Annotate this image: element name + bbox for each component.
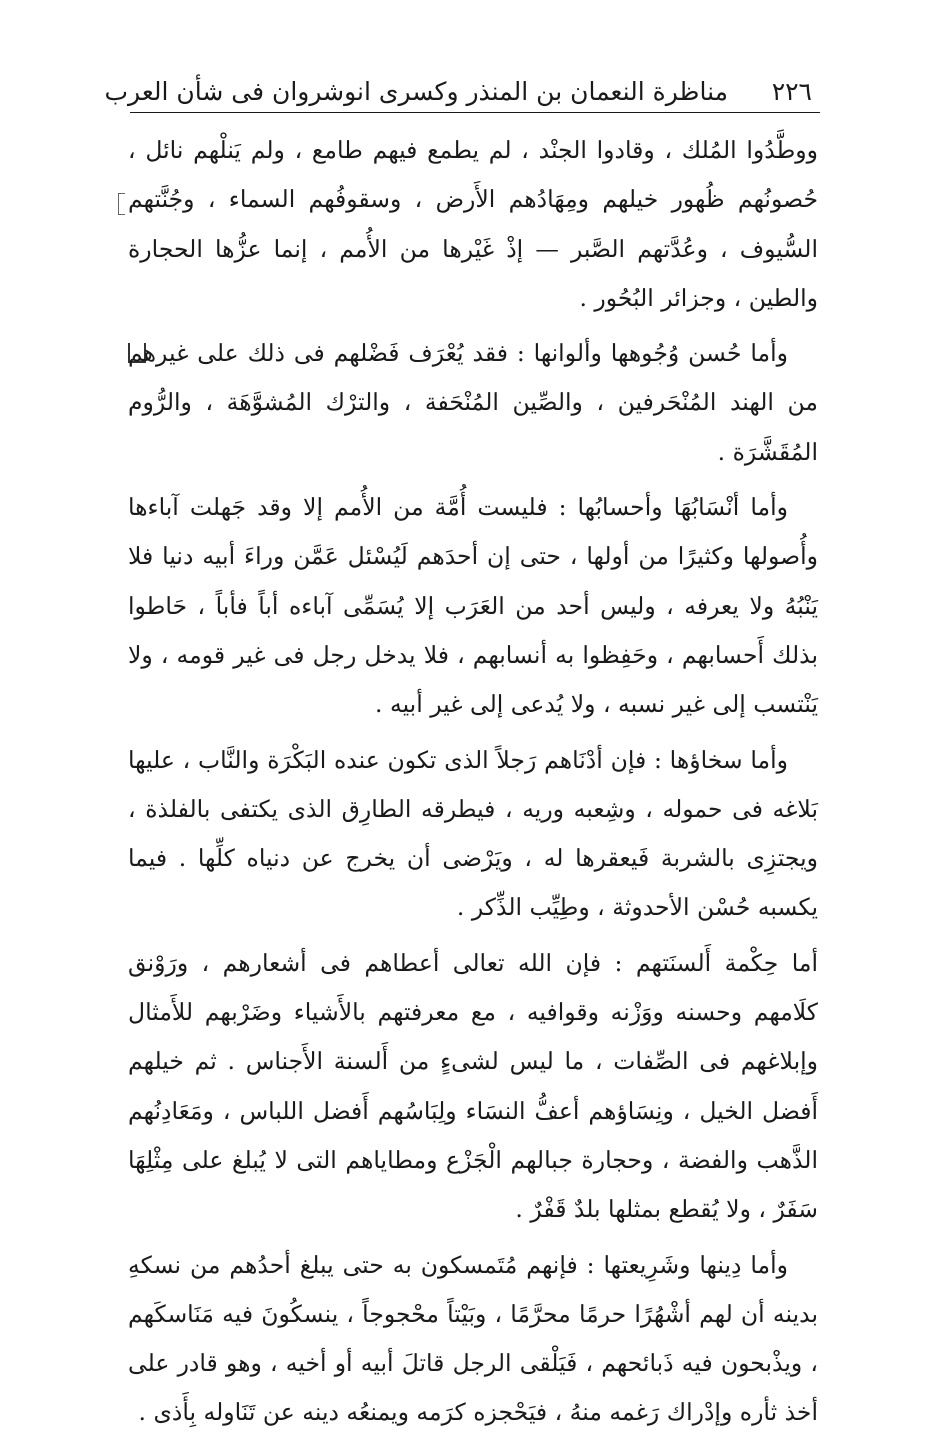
paragraph: وأما سخاؤها : فإن أدْنَاهم رَجلاً الذى تكون عنده البَكْرَة والنَّاب ، عليها بَلاغه فى حموله ، وشِعبه وريه ، فيطرقه الطارِق الذى يكتفى بالفلذة ، ويجتزِى بالشربة فَيعقرها له ، ويَرْضى أن يخرج عن دنياه كلِّها . فيما يكسبه حُسْن الأحدوثة ، وطِيِّب الذِّكر . (128, 745, 818, 922)
body-text (128, 126, 818, 1444)
margin-bracket-mark (118, 193, 125, 215)
paragraph: وأما أنْسَابُهَا وأحسابُها : فليست أُمَّة من الأُمم إلا وقد جَهلت آباءها وأُصولها وكثيرًا من أولها ، حتى إن أحدَهم لَيُسْئل عَمَّن وراءَ أبيه دنيا فلا يَنْبُهُ ولا يعرفه ، وليس أحد من العَرَب إلا يُسَمِّى آباءه أباً فأباً ، حَاطوا بذلك أَحسابهم ، وحَفِظوا به أنسابهم ، فلا يدخل رجل فى غير قومه ، ولا يَنْتسب إلى غير نسبه ، ولا يُدعى إلى غير أبيه . (128, 493, 818, 719)
running-title: مناظرة النعمان بن المنذر وكسرى انوشروان فى شأن العرب (104, 77, 728, 106)
paragraph: ووطَّدُوا المُلك ، وقادوا الجنْد ، لم يطمع فيهم طامع ، ولم يَنلْهم نائل ، حُصونُهم ظُهور خيلهم ومِهَادُهم الأَرض ، وسقوفُهم السماء ، وجُنَّتهم السُّيوف ، وعُدَّتهم الصَّبر — إذْ غَيْرها من الأُمم ، إنما عزُّها الحجارة والطين ، وجزائر البُحُور . (128, 136, 818, 312)
paragraph: وأما حُسن وُجُوهها وألوانها : فقد يُعْرَف فَضْلهم فى ذلك على غيرهم من الهند المُنْحَرفين ، والصِّين المُنْحَفة ، والترْك المُشوَّهَة ، والرُّوم المُقَشَّرَة . (128, 339, 818, 466)
page-number: ٢٢٦ (771, 77, 812, 106)
header-rule (130, 112, 820, 113)
paragraph: وأما دِينها وشَرِيعتها : فإنهم مُتَمسكون به حتى يبلغ أحدُهم من نسكهِ بدينه أن لهم أشْهُرًا حرمًا محرَّمًا ، وبَيْتاً محْجوجاً ، ينسكُونَ فيه مَنَاسكَهم ، ويذْبحون فيه ذَبائحهم ، فَيَلْقى الرجل قاتلَ أبيه أو أخيه ، وهو قادر على أخذ ثأره وإدْراك رَغمه منهُ ، فيَحْجزه كرَمه ويمنعُه دينه عن تَنَاوله بِأَذى . (128, 1250, 818, 1427)
running-header (104, 72, 820, 112)
paragraph: أما حِكْمة أَلسنَتهم : فإن الله تعالى أعطاهم فى أشعارهم ، ورَوْنق كلَامهم وحسنه ووَزْنه وقوافيه ، مع معرفتهم بالأَشياء وضَرْبهم للأَمثال وإبلاغهم فى الصِّفات ، ما ليس لشىءٍ من أَلسنة الأَجناس . ثم خيلهم أَفضل الخيل ، ونِسَاؤهم أعفُّ النسَاء ولِبَاسُهم أَفضل اللباس ، ومَعَادِنُهم الذَّهب والفضة ، وحجارة جبالهم الْجَزْع ومطاياهم التى لا يُبلغ على مِثْلِهَا سَفَرٌ ، ولا يُقطع بمثلها بلدٌ قَفْرٌ . (128, 948, 818, 1224)
